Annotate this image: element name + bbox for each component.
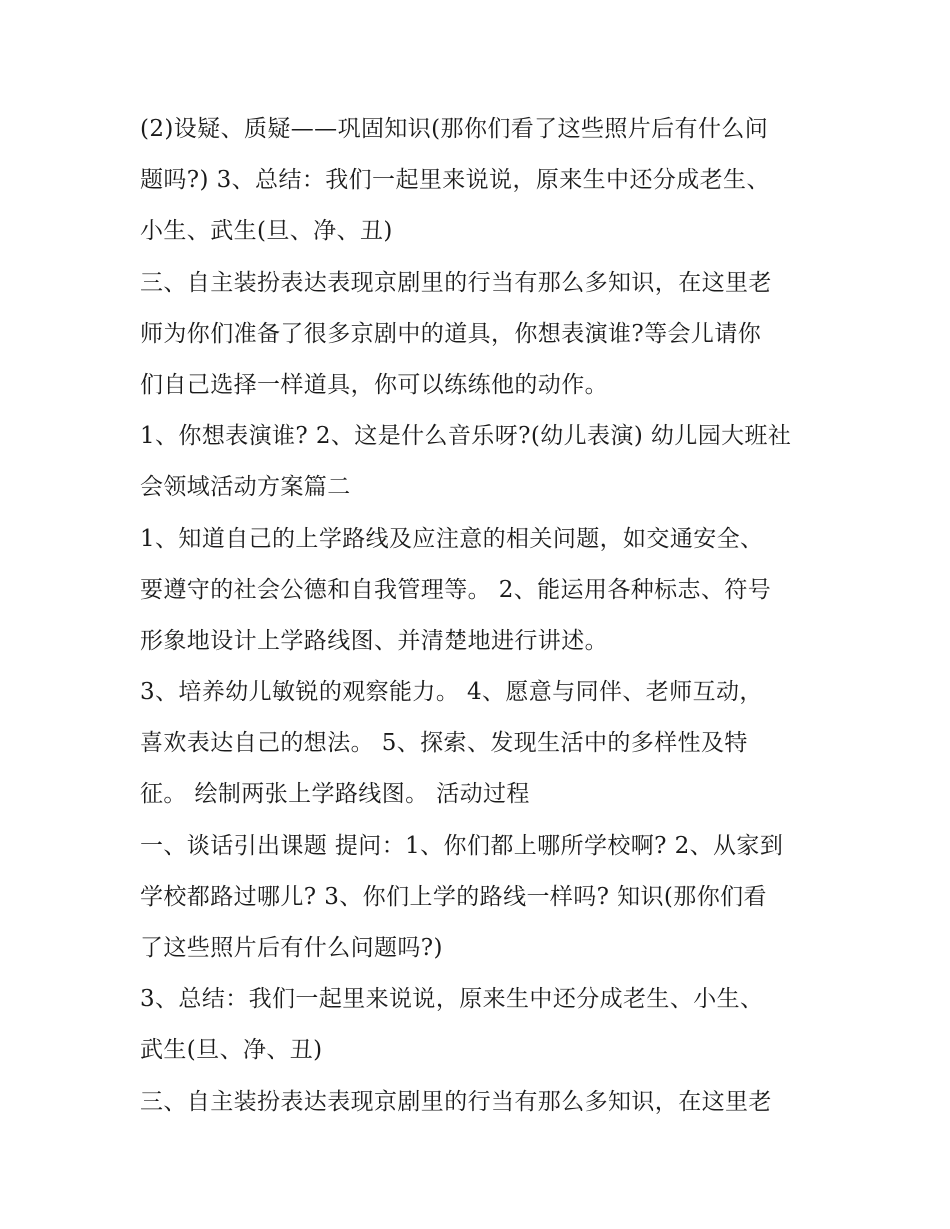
text-line: 一、谈话引出课题 提问：1、你们都上哪所学校啊? 2、从家到 xyxy=(140,832,784,859)
text-line: 题吗?) 3、总结：我们一起里来说说，原来生中还分成老生、 xyxy=(140,167,770,194)
text-line: (2)设疑、质疑——巩固知识(那你们看了这些照片后有什么问 xyxy=(140,116,769,142)
text-line: 武生(旦、净、丑) xyxy=(140,1037,323,1064)
text-line: 会领域活动方案篇二 xyxy=(140,474,351,501)
text-line: 3、总结：我们一起里来说说，原来生中还分成老生、小生、 xyxy=(140,986,764,1013)
text-line: 们自己选择一样道具，你可以练练他的动作。 xyxy=(140,371,608,398)
text-line: 1、知道自己的上学路线及应注意的相关问题，如交通安全、 xyxy=(140,525,764,552)
document-body xyxy=(140,104,830,1128)
text-line: 形象地设计上学路线图、并清楚地进行讲述。 xyxy=(140,627,608,654)
text-line: 学校都路过哪儿? 3、你们上学的路线一样吗? 知识(那你们看 xyxy=(140,883,767,910)
text-line: 要遵守的社会公德和自我管理等。 2、能运用各种标志、符号 xyxy=(140,576,772,603)
text-line: 3、培养幼儿敏锐的观察能力。 4、愿意与同伴、老师互动， xyxy=(140,679,763,706)
text-line: 1、你想表演谁? 2、这是什么音乐呀?(幼儿表演) 幼儿园大班社 xyxy=(140,423,792,450)
text-line: 小生、武生(旦、净、丑) xyxy=(140,218,393,245)
text-line: 了这些照片后有什么问题吗?) xyxy=(140,935,443,961)
text-line: 三、自主装扮表达表现京剧里的行当有那么多知识，在这里老 xyxy=(140,1088,772,1115)
text-line: 喜欢表达自己的想法。 5、探索、发现生活中的多样性及特 xyxy=(140,730,748,757)
text-line: 师为你们准备了很多京剧中的道具，你想表演谁?等会儿请你 xyxy=(140,320,762,347)
text-line: 三、自主装扮表达表现京剧里的行当有那么多知识，在这里老 xyxy=(140,269,772,296)
text-line: 征。 绘制两张上学路线图。 活动过程 xyxy=(140,781,530,808)
